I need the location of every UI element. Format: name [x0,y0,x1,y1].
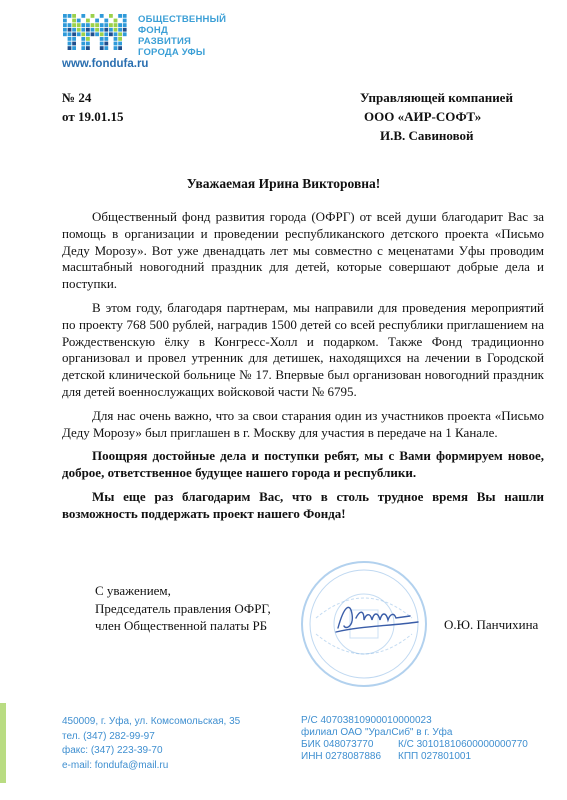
logo-pixel [123,19,127,23]
logo-pixel [118,46,122,50]
org-name-line: ОБЩЕСТВЕННЫЙ [138,14,227,25]
logo-pixel [63,23,67,27]
signer-name: О.Ю. Панчихина [444,617,539,632]
letter-reference [62,88,123,126]
logo-pixel [123,23,127,27]
footer-phone: тел. (347) 282-99-97 [62,730,155,742]
logo-pixel [72,37,76,41]
logo-pixel [104,19,108,23]
logo-pixel [100,42,104,46]
footer-contacts [62,715,240,773]
logo-pixel [95,19,99,23]
logo-pixel [100,14,104,18]
logo-pixel [81,42,85,46]
logo-pixel [114,46,118,50]
logo-pixel [68,28,72,32]
logo-pixel [72,19,76,23]
bank-bik: БИК 048073770 [301,739,374,750]
addressee-line: Управляющей компанией [360,90,513,105]
logo-pixel [114,37,118,41]
logo-pixel [100,46,104,50]
body-paragraph: Общественный фонд развития города (ОФРГ) от всей души благодарит Вас за помощь в организации и проведении республиканского детского проекта «Письмо Деду Морозу». Вот уже двенадцать лет мы совместно с меценатами Уфы проводим масштабный новогодний праздник для детей, которые совершают добрые дела и поступки. [62,209,544,292]
logo-pixel [72,32,76,36]
logo-pixel [63,14,67,18]
logo-pixel [123,32,127,36]
logo-pixel [68,14,72,18]
logo-pixel [104,46,108,50]
bank-branch: филиал ОАО "УралСиб" в г. Уфа [301,727,453,738]
logo-pixel [86,19,90,23]
logo-pixel [86,37,90,41]
org-name-line: ГОРОДА УФЫ [138,47,206,58]
letter-body [62,209,544,530]
bold-paragraph: Мы еще раз благодарим Вас, что в столь трудное время Вы нашли возможность поддержать проект нашего Фонда! [62,488,544,521]
logo-pixel [81,28,85,32]
logo-pixel [63,19,67,23]
logo-pixel [81,23,85,27]
logo-pixel [123,28,127,32]
logo-pixel [68,46,72,50]
logo-pixel [104,32,108,36]
pixel-logo-icon [62,13,132,53]
logo-pixel [118,28,122,32]
logo-pixel [68,37,72,41]
logo-pixel [91,32,95,36]
logo-pixel [91,23,95,27]
greeting: Уважаемая Ирина Викторовна! [186,176,381,191]
logo-pixel [109,32,113,36]
org-name-line: ФОНД [138,25,168,36]
closing-block [95,582,271,635]
logo-pixel [114,28,118,32]
logo-pixel [63,32,67,36]
logo-pixel [81,37,85,41]
footer-bank-details [301,715,528,763]
logo-pixel [91,14,95,18]
footer-address: 450009, г. Уфа, ул. Комсомольская, 35 [62,716,241,727]
logo-pixel [68,32,72,36]
logo-pixel [104,37,108,41]
logo-pixel [95,23,99,27]
logo-pixel [118,32,122,36]
logo-pixel [77,19,81,23]
logo-pixel [63,28,67,32]
closing-line: С уважением, [95,583,171,598]
logo-pixel [118,37,122,41]
logo-pixel [118,42,122,46]
bank-inn: ИНН 0278087886 [301,751,382,762]
logo-pixel [72,28,76,32]
logo-pixel [72,14,76,18]
body-paragraph: В этом году, благодаря партнерам, мы направили для проведения мероприятий по проекту 768 500 рублей, наградив 1500 детей со всей республики приглашением на Рождественскую ёлку в Конгресс-Холл и подарком. Также Фонд традиционно организовал и провел утренник для детишек, находящихся на лечении в Городской детской клинической больнице № 17. Впервые был организован новогодний праздник для детей военнослужащих войсковой части № 6795. [62,299,544,399]
logo-pixel [86,28,90,32]
logo-pixel [72,42,76,46]
letter-date: от 19.01.15 [62,109,124,124]
bank-ks: К/С 30101810600000000770 [398,739,528,750]
org-name-line: РАЗВИТИЯ [138,36,192,47]
logo-pixel [77,32,81,36]
footer-accent-bar [0,703,6,783]
letter-number: № 24 [62,90,92,105]
logo-pixel [68,23,72,27]
footer-email[interactable]: e-mail: fondufa@mail.ru [62,759,169,771]
logo-pixel [86,42,90,46]
addressee-line: ООО «АИР-СОФТ» [364,109,482,124]
logo-pixel [86,46,90,50]
logo-pixel [100,37,104,41]
footer-fax: факс: (347) 223-39-70 [62,745,163,756]
logo-pixel [118,23,122,27]
handwritten-signature [330,596,425,641]
logo-pixel [109,23,113,27]
logo-pixel [95,28,99,32]
bank-row [301,739,528,751]
logo-pixel [104,42,108,46]
org-name [138,14,226,58]
body-paragraph: Для нас очень важно, что за свои старания один из участников проекта «Письмо Деду Морозу» был приглашен в г. Москву для участия в передаче на 1 Канале. [62,407,544,440]
closing-line: член Общественной палаты РБ [95,618,268,633]
logo-pixel [104,23,108,27]
closing-line: Председатель правления ОФРГ, [95,600,271,616]
addressee-line: И.В. Савиновой [380,128,474,143]
logo-pixel [86,23,90,27]
logo-pixel [100,28,104,32]
logo-pixel [86,32,90,36]
logo-pixel [114,42,118,46]
bank-row [301,751,528,763]
logo-pixel [72,46,76,50]
logo-pixel [81,14,85,18]
logo-pixel [68,42,72,46]
bold-paragraph: Поощряя достойные дела и поступки ребят, мы с Вами формируем новое, доброе, ответственное будущее нашего города и республики. [62,448,544,481]
logo-pixel [100,32,104,36]
logo-pixel [123,14,127,18]
logo-pixel [104,28,108,32]
logo-pixel [109,28,113,32]
logo-pixel [81,46,85,50]
logo-pixel [95,32,99,36]
logo-pixel [77,28,81,32]
logo-pixel [81,32,85,36]
logo-pixel [114,32,118,36]
addressee-block [360,88,513,145]
logo-pixel [91,28,95,32]
bank-account: Р/С 40703810900010000023 [301,715,432,726]
logo-pixel [114,19,118,23]
bank-kpp: КПП 027801001 [398,751,472,762]
logo-pixel [109,14,113,18]
logo-pixel [72,23,76,27]
website-link[interactable]: www.fondufa.ru [62,58,149,70]
logo-pixel [100,23,104,27]
logo-pixel [114,23,118,27]
logo-pixel [77,23,81,27]
logo-pixel [118,14,122,18]
